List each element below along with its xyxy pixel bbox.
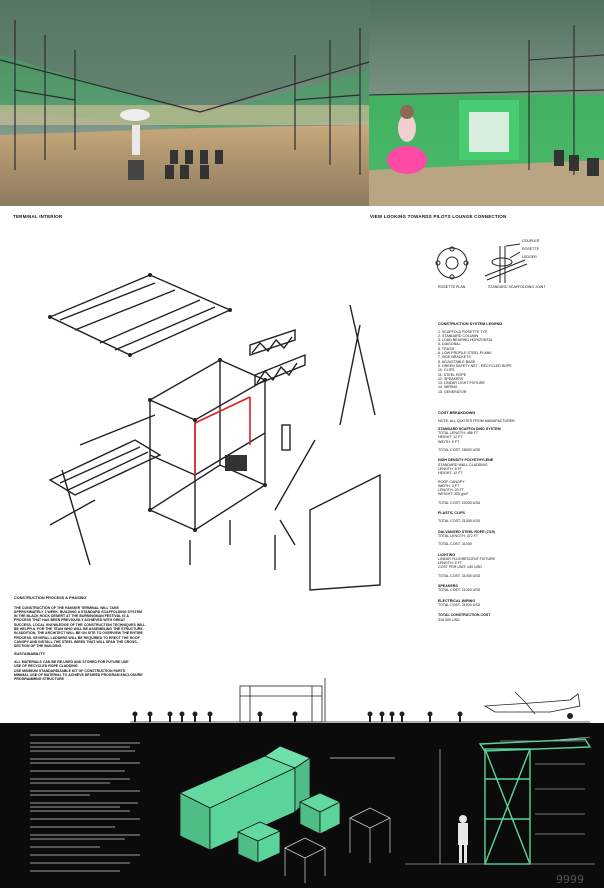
terminal-interior-render	[0, 0, 369, 206]
construction-legend	[438, 322, 512, 394]
cost-line: LENGTH: 5 FT	[438, 561, 462, 566]
cost-line: TOTAL LENGTH: 456 FT	[438, 431, 479, 436]
detail-label-rosette: ROSETTE	[522, 247, 539, 251]
cost-line: WIDTH: 4 FT	[438, 483, 460, 488]
cost-line: HIGH DENSITY POLYETHYLENE	[438, 458, 494, 463]
sustainability-line: MINIMAL USE OF MATERIAL TO ACHIEVE DESIRED PROGRAM ENCLOSURE	[14, 673, 143, 678]
legend-item: 8. ADJUSTABLE BASE	[438, 359, 476, 364]
legend-item: 10. CLIPS	[438, 368, 455, 373]
cost-line: PLASTIC CLIPS	[438, 511, 465, 516]
legend-item: 9. GREEN SAFETY NET - RECYCLED ROPE	[438, 363, 512, 368]
pilots-lounge-render	[369, 0, 604, 206]
process-line: THE CONSTRUCTION OF THE HANGER TERMINAL WILL TAKE	[14, 605, 119, 610]
legend-item: 13. LINEAR LIGHT FIXTURE	[438, 381, 485, 386]
right-photo-caption: VIEW LOOKING TOWARDS PILOTS LOUNGE CONNECTION	[370, 214, 507, 219]
sustainability-line: USE OF RECYCLED ROPE CLADDING	[14, 664, 78, 669]
cost-line: LIGHTING	[438, 552, 456, 557]
process-line: BE HELPFUL FOR THE TEAM WHO WILL BE ASSEMBLING THE STRUCTURE.	[14, 627, 144, 632]
process-line: IN THE BLACK ROCK DESERT AT THE BURNINGMAN FESTIVAL IS A	[14, 614, 129, 619]
process-line: PROCESS. SEVERAL LADDERS WILL BE REQUIRED TO ERECT THE ROOF	[14, 635, 140, 640]
cost-line: WEIGHT: 300 g/m²	[438, 492, 469, 497]
cost-line: HEIGHT: 12 FT	[438, 471, 463, 476]
cost-line: LENGTH: 20 FT	[438, 488, 464, 493]
legend-item: 11. STEEL ROPE	[438, 372, 467, 377]
legend-item: 5. TRUSS	[438, 346, 455, 351]
rosette-plan-caption: ROSETTE PLAN	[438, 285, 466, 289]
sustainability-line: ALL MATERIALS CAN BE RE-USED AND STORED FOR FUTURE USE	[14, 660, 129, 665]
legend-item: 3. LOAD BEARING HORIZONTAL	[438, 338, 493, 343]
process-line: APPROXIMATELY 1 WEEK. BUILDING A STANDARD SCAFFOLDING SYSTEM	[14, 609, 142, 614]
cost-line: TOTAL CONSTRUCTION COST	[438, 613, 491, 618]
detail-label-ledger: LEDGER	[522, 255, 537, 259]
cost-total: TOTAL COST: 28000 USD	[438, 448, 481, 453]
legend-item: 14. WIRING	[438, 385, 458, 390]
process-line: IN ADDITION, THE ARCHITECT WILL BE ON SITE TO OVERVIEW THE ENTIRE	[14, 631, 143, 636]
cost-line: ELECTRICAL WIRING	[438, 598, 476, 603]
green-module-axonometric	[170, 738, 400, 883]
cost-line: GALVANIZED STEEL ROPE (7/19)	[438, 529, 495, 534]
legend-item: 6. LOW PROFILE STEEL PLANK	[438, 351, 492, 356]
legend-item: 15. GENERATOR	[438, 389, 467, 394]
cost-total: TOTAL COST: 31000	[438, 542, 472, 547]
cost-line: WIDTH: 5 FT	[438, 439, 460, 444]
cost-line: COST PER UNIT: 240 USD	[438, 565, 482, 570]
site-elevation-drawing	[130, 672, 590, 723]
legend-item: 2. STANDARD COLUMN	[438, 333, 479, 338]
sustainability-title: SUSTAINABILITY	[14, 651, 46, 656]
sustainability-line: USE MINIMUM STANDARDIZABLE KIT OF CONSTRUCTION PARTS	[14, 668, 126, 673]
cost-total: TOTAL COST: 31000 USD	[438, 602, 481, 607]
scaffold-joint-detail	[430, 238, 590, 294]
cost-breakdown	[438, 411, 515, 622]
construction-process	[14, 596, 145, 682]
cost-line: ROOF CANOPY	[438, 479, 465, 484]
legend-item: 12. SPEAKERS	[438, 376, 464, 381]
process-line: PROCESS THAT HAS BEEN PREVIOUSLY ACHIEVED WITH GREAT	[14, 618, 126, 623]
green-section-elevation	[405, 729, 595, 869]
sustainability-line: PROGRAMMING STRUCTURE	[14, 677, 64, 682]
cost-line: LINEAR FLUORESCENT FIXTURE	[438, 556, 496, 561]
bottom-drawings-band	[0, 723, 604, 888]
scaffolding-joint-caption: STANDARD SCAFFOLDING JOINT	[488, 285, 546, 289]
fine-print-notes	[30, 731, 150, 881]
process-title: CONSTRUCTION PROCESS & PHASING	[14, 596, 87, 600]
cost-title: COST BREAKDOWN	[438, 411, 476, 415]
cost-total: 318 300 USD	[438, 617, 460, 622]
left-photo-caption: TERMINAL INTERIOR	[13, 214, 63, 219]
cost-line: HEIGHT: 12 FT	[438, 435, 463, 440]
cost-line: STANDARD WALL CLADDING	[438, 462, 488, 467]
cost-line: STANDARD SCAFFOLDING SYSTEM	[438, 426, 501, 431]
process-line: CANOPY AND INSTALL THE STEEL WIRES THAT WILL SPAN THE CROSS-	[14, 639, 138, 644]
exploded-axonometric-drawing	[40, 265, 400, 595]
process-line: SECTION OF THE BUILDING.	[14, 644, 63, 649]
page-number: 9999	[556, 873, 584, 886]
cost-total: TOTAL COST: 21000 USD	[438, 519, 481, 524]
cost-line: SPEAKERS	[438, 584, 458, 589]
cost-line: TOTAL LENGTH: 372 FT	[438, 533, 479, 538]
cost-total: TOTAL COST: 21000 USD	[438, 588, 481, 593]
legend-item: 1. SCAFFOLD ROSETTE TYP.	[438, 329, 488, 334]
legend-item: 4. DIAGONAL	[438, 342, 461, 347]
process-line: SUCCESS. LOCAL KNOWLEDGE OF THE CONSTRUCTION TECHNIQUES WILL	[14, 622, 146, 627]
detail-label-coupler: COUPLER	[522, 239, 540, 243]
legend-item: 7. SIDE BRACKETS	[438, 355, 471, 360]
cost-note: NOTE: ALL QUOTES FROM MANUFACTURER	[438, 418, 515, 423]
cost-total: TOTAL COST: 22000 USD	[438, 500, 481, 505]
cost-line: LENGTH: 8 FT	[438, 466, 462, 471]
legend-title: CONSTRUCTION SYSTEM LEGEND	[438, 322, 503, 326]
cost-total: TOTAL COST: 31000 USD	[438, 573, 481, 578]
